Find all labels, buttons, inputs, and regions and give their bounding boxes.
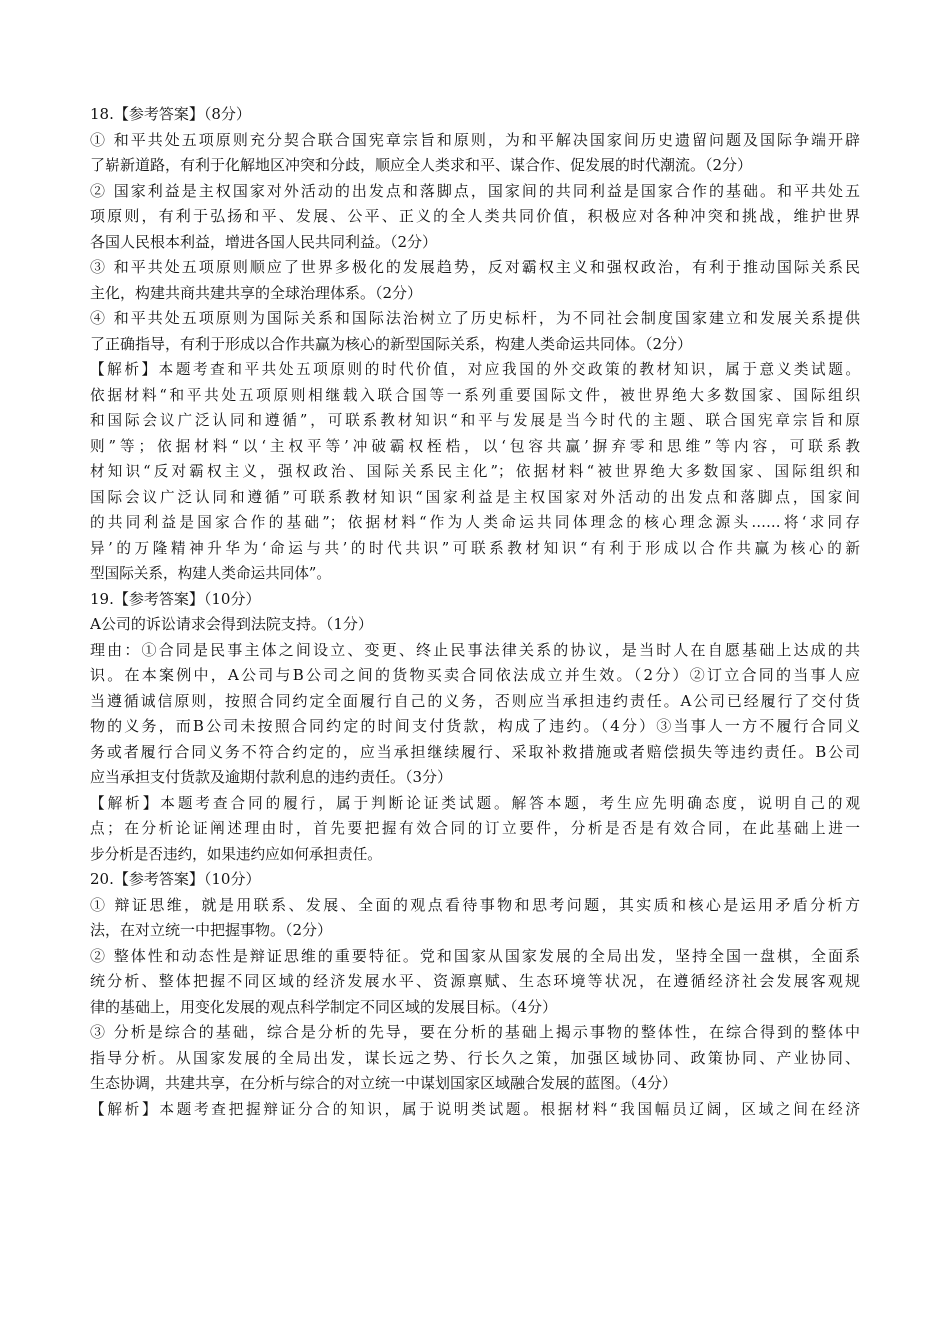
text-line: 物的义务，而B公司未按照合同约定的时间支付货款，构成了违约。（4分）③当事人一方不履行合同义 bbox=[90, 717, 860, 735]
text-line: 生态协调，共建共享，在分析与综合的对立统一中谋划国家区域融合发展的蓝图。（4分） bbox=[90, 1074, 678, 1092]
text-line: 识。在本案例中，A公司与B公司之间的货物买卖合同依法成立并生效。（2分）②订立合同的当事人应 bbox=[90, 666, 860, 684]
text-line: 务或者履行合同义务不符合约定的，应当承担继续履行、采取补救措施或者赔偿损失等违约责任。B公司 bbox=[90, 742, 860, 761]
text-line: 国际会议广泛认同和遵循”可联系教材知识“国家利益是主权国家对外活动的出发点和落脚点，国家间 bbox=[90, 488, 860, 506]
text-line: 异’的万隆精神升华为‘命运与共’的时代共识”可联系教材知识“有利于形成以合作共赢为核心的新 bbox=[90, 539, 860, 557]
text-line: 应当承担支付货款及逾期付款利息的违约责任。（3分） bbox=[90, 768, 453, 786]
text-line: 统分析、整体把握不同区域的经济发展水平、资源禀赋、生态环境等状况，在遵循经济社会发展客观规 bbox=[90, 972, 860, 990]
text-line: 点；在分析论证阐述理由时，首先要把握有效合同的订立要件，分析是否是有效合同，在此基础上进一 bbox=[90, 820, 860, 837]
text-line: 律的基础上，用变化发展的观点科学制定不同区域的发展目标。（4分） bbox=[90, 997, 558, 1016]
text-line: 当遵循诚信原则，按照合同约定全面履行自己的义务，否则应当承担违约责任。A公司已经履行了交付货 bbox=[90, 691, 860, 710]
text-line: 和国际会议广泛认同和遵循”，可联系教材知识“和平与发展是当今时代的主题、联合国宪章宗旨和原 bbox=[90, 412, 860, 429]
text-line: 理由：①合同是民事主体之间设立、变更、终止民事法律关系的协议，是当时人在自愿基础上达成的共 bbox=[90, 640, 860, 659]
text-line: 了正确指导，有利于形成以合作共赢为核心的新型国际关系，构建人类命运共同体。（2分） bbox=[90, 334, 693, 353]
text-line: 材知识“反对霸权主义，强权政治、国际关系民主化”；依据材料“被世界绝大多数国家、国际组织和 bbox=[90, 463, 860, 480]
text-line: ② 整体性和动态性是辩证思维的重要特征。党和国家从国家发展的全局出发，坚持全国一盘棋，全面系 bbox=[90, 946, 860, 965]
text-line: ③ 分析是综合的基础，综合是分析的先导，要在分析的基础上揭示事物的整体性，在综合得到的整体中 bbox=[90, 1023, 860, 1041]
text-line: 【解析】本题考查把握辩证分合的知识，属于说明类试题。根据材料“我国幅员辽阔，区域之间在经济 bbox=[90, 1100, 860, 1118]
text-line: 型国际关系，构建人类命运共同体”。 bbox=[90, 565, 331, 582]
text-line: 法，在对立统一中把握事物。（2分） bbox=[90, 921, 333, 939]
text-line: 主化，构建共商共建共享的全球治理体系。（2分） bbox=[90, 283, 423, 302]
text-line: 依据材料“和平共处五项原则相继载入联合国等一系列重要国际文件，被世界绝大多数国家、国际组织 bbox=[90, 386, 860, 404]
text-line: 项原则，有利于弘扬和平、发展、公平、正义的全人类共同价值，积极应对各种冲突和挑战，维护世界 bbox=[90, 207, 860, 225]
text-line: 18.【参考答案】（8分） bbox=[90, 105, 251, 123]
document-page bbox=[90, 102, 860, 1122]
text-line: 19.【参考答案】（10分） bbox=[90, 589, 261, 608]
text-line: ④ 和平共处五项原则为国际关系和国际法治树立了历史标杆，为不同社会制度国家建立和发展关系提供 bbox=[90, 309, 860, 327]
text-line: 【解析】本题考查合同的履行，属于判断论证类试题。解答本题，考生应先明确态度，说明自己的观 bbox=[90, 794, 860, 812]
text-line: 的共同利益是国家合作的基础”；依据材料“作为人类命运共同体理念的核心理念源头……将‘求同存 bbox=[90, 514, 860, 531]
text-line: 则”等；依据材料“以‘主权平等’冲破霸权桎梏，以‘包容共赢’摒弃零和思维”等内容，可联系教 bbox=[90, 437, 860, 455]
text-line: ③ 和平共处五项原则顺应了世界多极化的发展趋势，反对霸权主义和强权政治，有利于推动国际关系民 bbox=[90, 258, 860, 276]
text-line: ① 辩证思维，就是用联系、发展、全面的观点看待事物和思考问题，其实质和核心是运用矛盾分析方 bbox=[90, 895, 860, 914]
text-line: 了崭新道路，有利于化解地区冲突和分歧，顺应全人类求和平、谋合作、促发展的时代潮流。（2分） bbox=[90, 156, 753, 174]
text-line: ② 国家利益是主权国家对外活动的出发点和落脚点，国家间的共同利益是国家合作的基础。和平共处五 bbox=[90, 181, 860, 200]
text-line: ① 和平共处五项原则充分契合联合国宪章宗旨和原则，为和平解决国家间历史遗留问题及国际争端开辟 bbox=[90, 130, 860, 149]
text-line: A公司的诉讼请求会得到法院支持。（1分） bbox=[90, 615, 373, 633]
text-line: 步分析是否违约，如果违约应如何承担责任。 bbox=[90, 845, 382, 863]
text-line: 各国人民根本利益，增进各国人民共同利益。（2分） bbox=[90, 232, 438, 251]
text-line: 【解析】本题考查和平共处五项原则的时代价值，对应我国的外交政策的教材知识，属于意义类试题。 bbox=[90, 361, 860, 378]
text-line: 指导分析。从国家发展的全局出发，谋长远之势、行长久之策，加强区域协同、政策协同、产业协同、 bbox=[90, 1048, 860, 1067]
text-line: 20.【参考答案】（10分） bbox=[90, 870, 261, 888]
